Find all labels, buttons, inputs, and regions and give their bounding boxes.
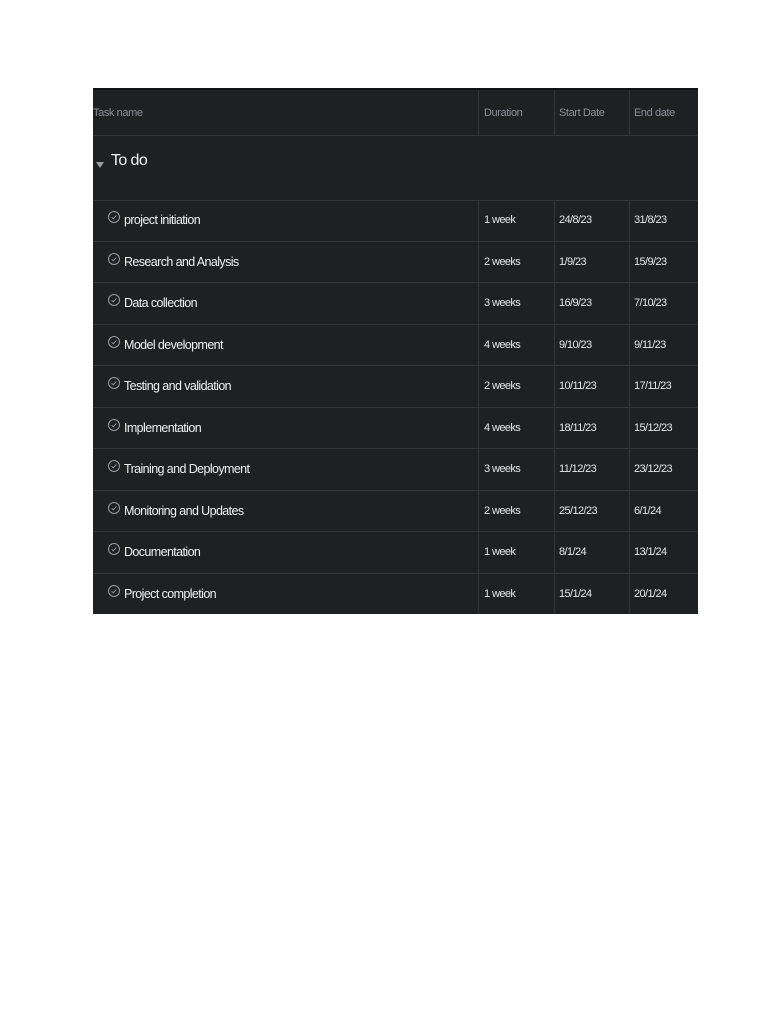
task-cell[interactable] [93, 491, 478, 532]
end-date-cell[interactable]: 9/11/23 [629, 325, 698, 366]
end-date-cell[interactable]: 17/11/23 [629, 366, 698, 407]
task-name: Documentation [124, 545, 201, 560]
task-cell[interactable] [93, 242, 478, 283]
check-circle-icon[interactable] [108, 585, 120, 597]
duration-cell[interactable]: 3 weeks [478, 283, 554, 324]
column-header-end-date[interactable]: End date [629, 90, 698, 135]
table-row[interactable] [93, 242, 698, 284]
table-row[interactable] [93, 366, 698, 408]
duration-cell[interactable]: 2 weeks [478, 242, 554, 283]
task-table [93, 88, 698, 614]
end-date-cell[interactable]: 15/9/23 [629, 242, 698, 283]
start-date-cell[interactable]: 11/12/23 [554, 449, 629, 490]
table-row[interactable] [93, 408, 698, 450]
task-name: Monitoring and Updates [124, 503, 244, 518]
task-name: Training and Deployment [124, 462, 250, 477]
end-date-cell[interactable]: 23/12/23 [629, 449, 698, 490]
start-date-cell[interactable]: 9/10/23 [554, 325, 629, 366]
task-name: Research and Analysis [124, 254, 239, 269]
table-row[interactable] [93, 325, 698, 367]
duration-cell[interactable]: 1 week [478, 200, 554, 241]
task-cell[interactable] [93, 449, 478, 490]
start-date-cell[interactable]: 25/12/23 [554, 491, 629, 532]
table-row[interactable] [93, 574, 698, 615]
duration-cell[interactable]: 1 week [478, 532, 554, 573]
caret-down-icon[interactable] [96, 162, 104, 168]
table-header [93, 90, 698, 136]
task-cell[interactable] [93, 325, 478, 366]
task-cell[interactable] [93, 574, 478, 615]
task-list [93, 200, 698, 614]
table-row[interactable] [93, 200, 698, 242]
start-date-cell[interactable]: 1/9/23 [554, 242, 629, 283]
section-title: To do [111, 152, 148, 169]
task-cell[interactable] [93, 408, 478, 449]
duration-cell[interactable]: 2 weeks [478, 366, 554, 407]
duration-cell[interactable]: 4 weeks [478, 408, 554, 449]
check-circle-icon[interactable] [108, 419, 120, 431]
check-circle-icon[interactable] [108, 502, 120, 514]
start-date-cell[interactable]: 18/11/23 [554, 408, 629, 449]
start-date-cell[interactable]: 15/1/24 [554, 574, 629, 615]
duration-cell[interactable]: 3 weeks [478, 449, 554, 490]
task-cell[interactable] [93, 283, 478, 324]
duration-cell[interactable]: 2 weeks [478, 491, 554, 532]
column-header-task-name[interactable]: Task name [93, 106, 143, 119]
start-date-cell[interactable]: 10/11/23 [554, 366, 629, 407]
task-name: project initiation [124, 213, 201, 228]
end-date-cell[interactable]: 15/12/23 [629, 408, 698, 449]
end-date-cell[interactable]: 20/1/24 [629, 574, 698, 615]
end-date-cell[interactable]: 13/1/24 [629, 532, 698, 573]
check-circle-icon[interactable] [108, 294, 120, 306]
start-date-cell[interactable]: 8/1/24 [554, 532, 629, 573]
start-date-cell[interactable]: 24/8/23 [554, 200, 629, 241]
check-circle-icon[interactable] [108, 253, 120, 265]
table-row[interactable] [93, 491, 698, 533]
end-date-cell[interactable]: 6/1/24 [629, 491, 698, 532]
check-circle-icon[interactable] [108, 460, 120, 472]
table-row[interactable] [93, 283, 698, 325]
start-date-cell[interactable]: 16/9/23 [554, 283, 629, 324]
table-row[interactable] [93, 532, 698, 574]
task-name: Data collection [124, 296, 197, 311]
column-header-start-date[interactable]: Start Date [554, 90, 629, 135]
task-name: Testing and validation [124, 379, 232, 394]
check-circle-icon[interactable] [108, 377, 120, 389]
column-header-duration[interactable]: Duration [478, 90, 554, 135]
check-circle-icon[interactable] [108, 543, 120, 555]
task-cell[interactable] [93, 366, 478, 407]
check-circle-icon[interactable] [108, 211, 120, 223]
end-date-cell[interactable]: 31/8/23 [629, 200, 698, 241]
table-row[interactable] [93, 449, 698, 491]
task-name: Project completion [124, 586, 217, 601]
task-cell[interactable] [93, 200, 478, 241]
duration-cell[interactable]: 1 week [478, 574, 554, 615]
section-header-to-do [93, 135, 698, 201]
end-date-cell[interactable]: 7/10/23 [629, 283, 698, 324]
task-name: Model development [124, 337, 223, 352]
check-circle-icon[interactable] [108, 336, 120, 348]
duration-cell[interactable]: 4 weeks [478, 325, 554, 366]
task-cell[interactable] [93, 532, 478, 573]
task-name: Implementation [124, 420, 202, 435]
